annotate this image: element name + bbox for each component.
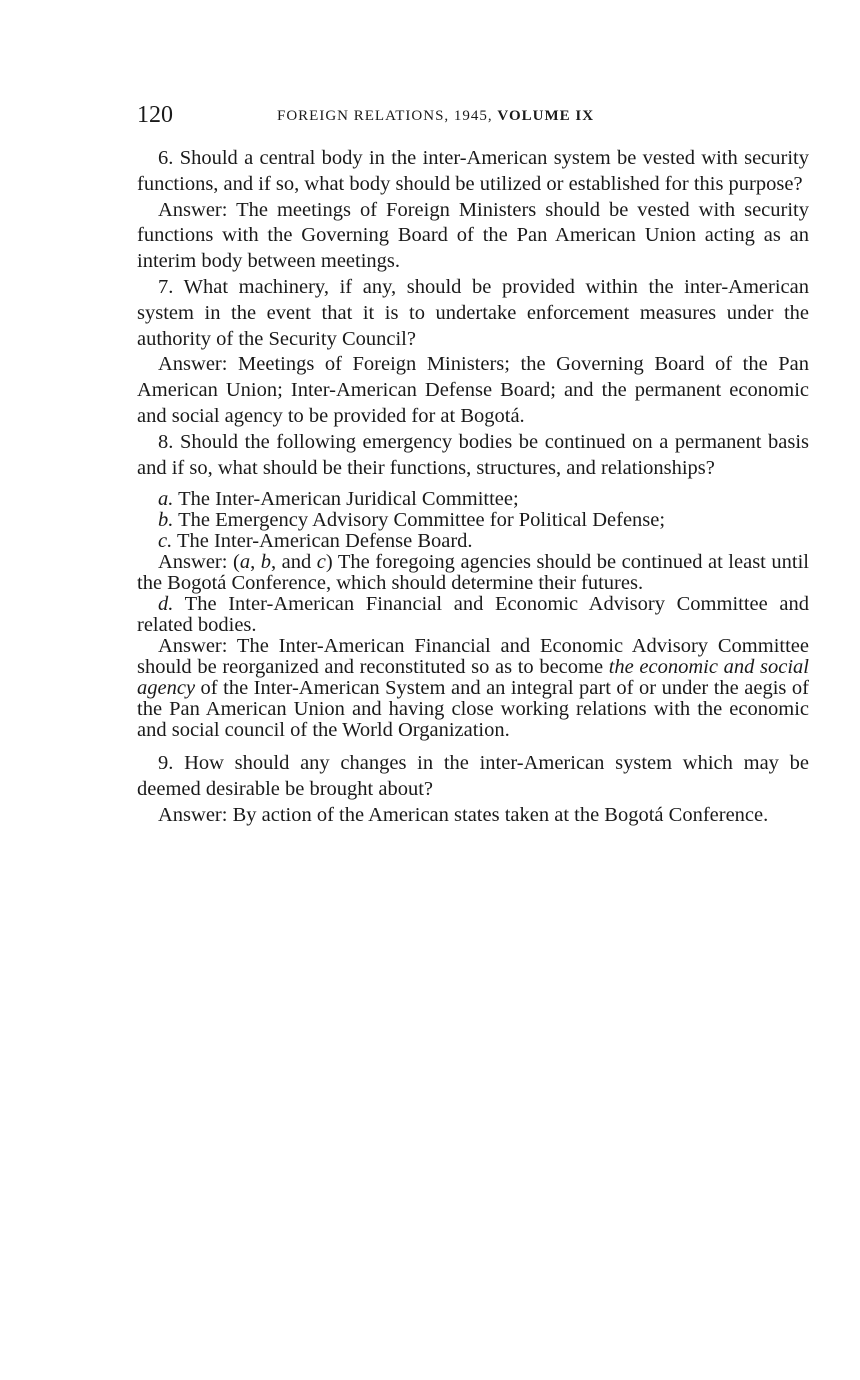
list-item-c — [137, 531, 809, 552]
list-item-b — [137, 510, 809, 531]
answer-d-lead: Answer: The Inter-American Financial and Economic Advisory Committee should be reorganized and reconstituted so as to become — [137, 635, 809, 679]
answer-d-rest: of the Inter-American System and an integral part of or under the aegis of the Pan American Union and having close working relations with the economic and social council of the World Organization. — [137, 677, 809, 742]
answer-abc-sep2: , and — [270, 551, 317, 574]
question-9: 9. How should any changes in the inter-American system which may be deemed desirable be brought about? — [137, 752, 809, 801]
answer-6: Answer: The meetings of Foreign Ministers should be vested with security functions with the Governing Board of the Pan American Union acting as an interim body between meetings. — [137, 198, 809, 273]
answer-8-d — [137, 636, 809, 741]
question-6: 6. Should a central body in the inter-American system be vested with security functions, and if so, what body should be utilized or established for this purpose? — [137, 147, 809, 195]
answer-d-italic: the economic and social agency — [137, 656, 809, 700]
item-a-letter: a. — [158, 488, 174, 511]
list-item-d — [137, 594, 809, 636]
running-head — [277, 104, 594, 128]
item-c-text: The Inter-American Defense Board. — [172, 530, 473, 553]
document-body — [137, 146, 809, 829]
answer-abc-rest: ) The foregoing agencies should be continued at least until the Bogotá Conference, which should determine their futures. — [137, 551, 809, 595]
item-d-text: The Inter-American Financial and Economic Advisory Committee and related bodies. — [137, 593, 809, 637]
list-item-a — [137, 489, 809, 510]
running-head-title: FOREIGN RELATIONS, 1945, — [277, 108, 498, 124]
answer-abc-lead: Answer: ( — [158, 551, 240, 574]
answer-abc-b: b — [260, 551, 271, 574]
page-header — [137, 98, 809, 134]
answer-9: Answer: By action of the American states taken at the Bogotá Conference. — [158, 803, 769, 826]
running-head-volume: VOLUME IX — [497, 108, 595, 124]
question-8: 8. Should the following emergency bodies be continued on a permanent basis and if so, what should be their functions, structures, and relationships? — [137, 430, 809, 479]
item-b-text: The Emergency Advisory Committee for Political Defense; — [173, 509, 666, 532]
item-c-letter: c. — [158, 530, 173, 553]
answer-8-abc — [137, 552, 809, 594]
page-number: 120 — [137, 102, 173, 128]
question-7: 7. What machinery, if any, should be provided within the inter-American system in the event that it is to undertake enforcement measures under the authority of the Security Council? — [137, 275, 809, 350]
answer-abc-sep1: , — [250, 551, 261, 574]
item-a-text: The Inter-American Juridical Committee; — [173, 488, 519, 511]
answer-abc-a: a — [239, 551, 251, 574]
item-b-letter: b. — [158, 509, 174, 532]
answer-abc-c: c — [316, 551, 326, 574]
answer-7: Answer: Meetings of Foreign Ministers; the Governing Board of the Pan American Union; Inter-American Defense Board; and the permanent economic and social agency to be provided for at Bogotá. — [137, 353, 809, 427]
item-d-letter: d. — [158, 593, 174, 616]
